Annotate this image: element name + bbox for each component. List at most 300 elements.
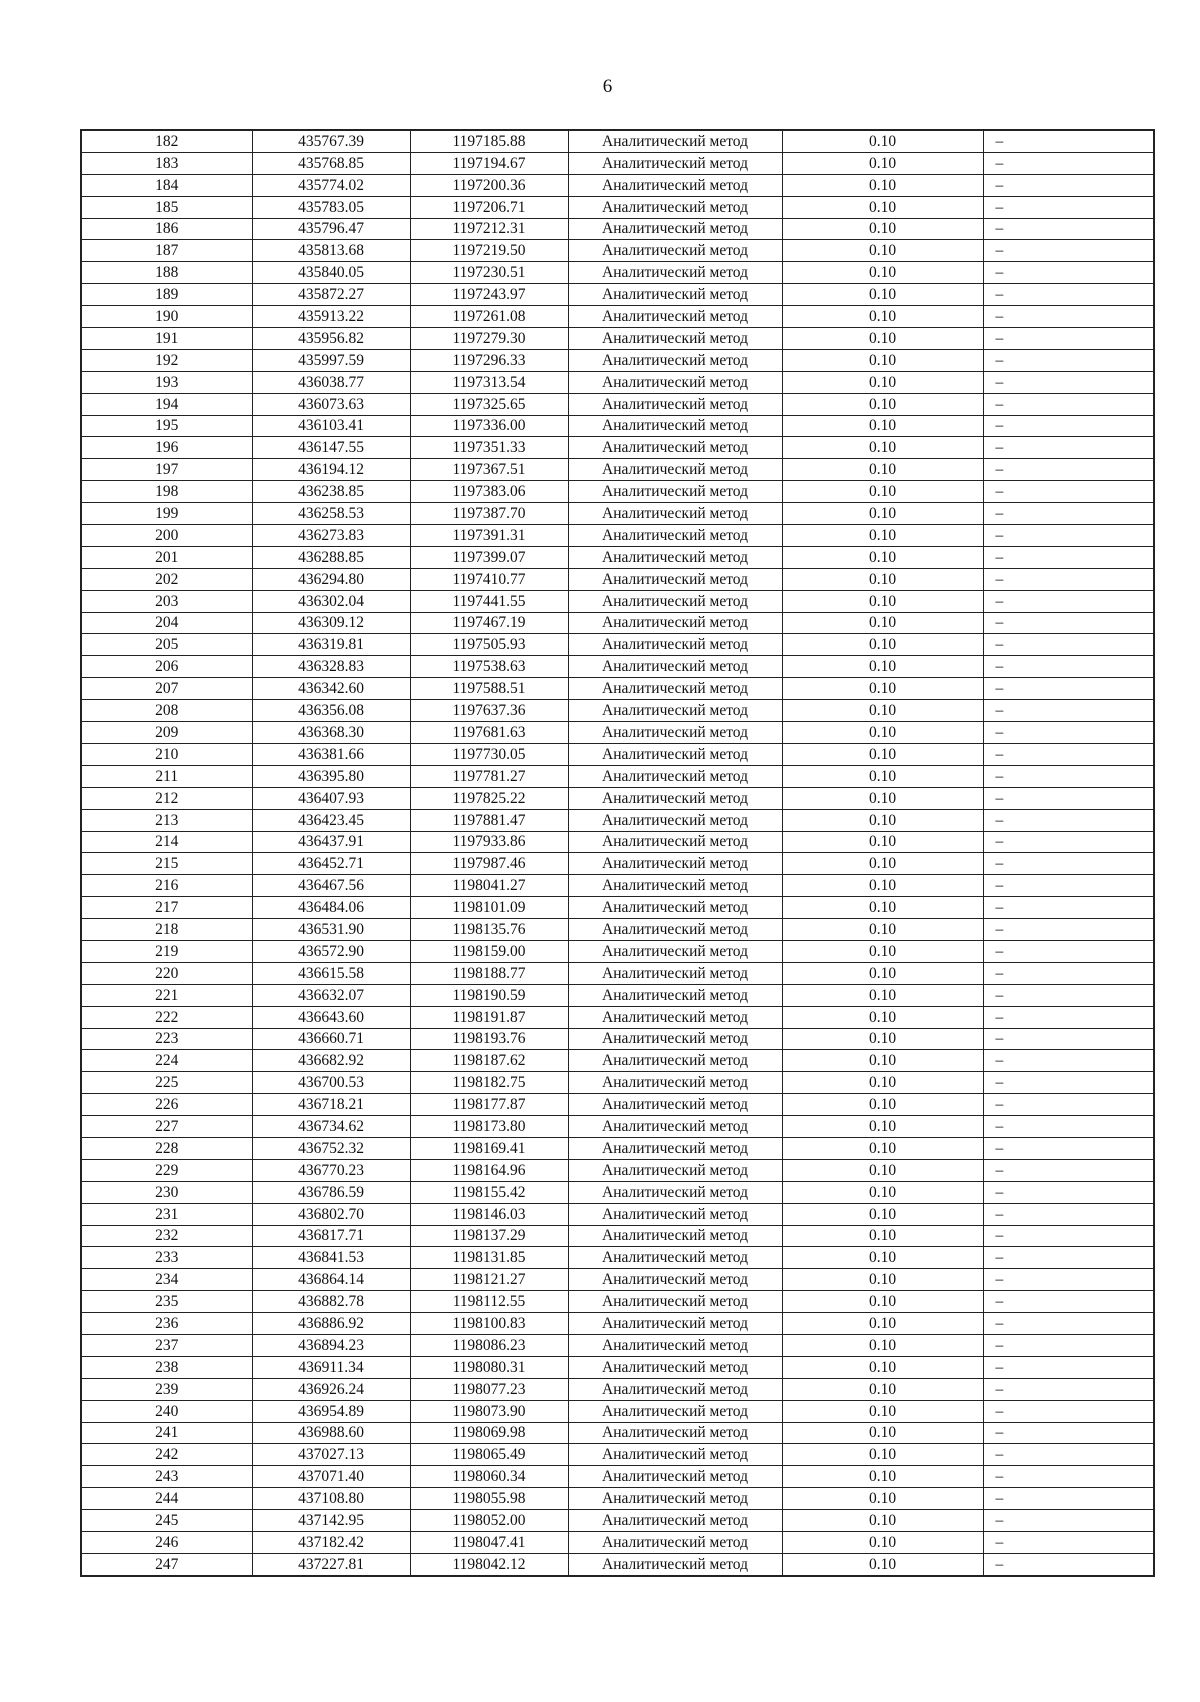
y-coordinate-cell: 1197279.30 (410, 328, 568, 350)
accuracy-cell: 0.10 (782, 481, 983, 503)
point-number-cell: 226 (81, 1094, 252, 1116)
table-row (81, 962, 1154, 984)
point-number-cell: 232 (81, 1225, 252, 1247)
point-number-cell: 209 (81, 722, 252, 744)
method-cell: Аналитический метод (568, 503, 782, 525)
method-cell: Аналитический метод (568, 1269, 782, 1291)
table-row (81, 328, 1154, 350)
accuracy-cell: 0.10 (782, 1400, 983, 1422)
note-cell: – (983, 1203, 1154, 1225)
y-coordinate-cell: 1198060.34 (410, 1466, 568, 1488)
table-row (81, 656, 1154, 678)
point-number-cell: 233 (81, 1247, 252, 1269)
y-coordinate-cell: 1198055.98 (410, 1488, 568, 1510)
y-coordinate-cell: 1197637.36 (410, 700, 568, 722)
x-coordinate-cell: 436786.59 (252, 1181, 410, 1203)
point-number-cell: 214 (81, 831, 252, 853)
y-coordinate-cell: 1197194.67 (410, 152, 568, 174)
point-number-cell: 201 (81, 546, 252, 568)
note-cell: – (983, 306, 1154, 328)
table-row (81, 306, 1154, 328)
accuracy-cell: 0.10 (782, 1291, 983, 1313)
note-cell: – (983, 831, 1154, 853)
point-number-cell: 237 (81, 1334, 252, 1356)
y-coordinate-cell: 1197336.00 (410, 415, 568, 437)
table-row (81, 1422, 1154, 1444)
x-coordinate-cell: 436368.30 (252, 722, 410, 744)
table-row (81, 525, 1154, 547)
point-number-cell: 199 (81, 503, 252, 525)
method-cell: Аналитический метод (568, 612, 782, 634)
note-cell: – (983, 1400, 1154, 1422)
accuracy-cell: 0.10 (782, 1444, 983, 1466)
x-coordinate-cell: 437227.81 (252, 1553, 410, 1575)
x-coordinate-cell: 437142.95 (252, 1510, 410, 1532)
note-cell: – (983, 875, 1154, 897)
accuracy-cell: 0.10 (782, 787, 983, 809)
note-cell: – (983, 809, 1154, 831)
note-cell: – (983, 130, 1154, 152)
x-coordinate-cell: 436700.53 (252, 1072, 410, 1094)
method-cell: Аналитический метод (568, 1291, 782, 1313)
note-cell: – (983, 787, 1154, 809)
note-cell: – (983, 1225, 1154, 1247)
y-coordinate-cell: 1197410.77 (410, 568, 568, 590)
table-row (81, 1203, 1154, 1225)
x-coordinate-cell: 436238.85 (252, 481, 410, 503)
accuracy-cell: 0.10 (782, 1532, 983, 1554)
x-coordinate-cell: 436615.58 (252, 962, 410, 984)
point-number-cell: 196 (81, 437, 252, 459)
y-coordinate-cell: 1198188.77 (410, 962, 568, 984)
accuracy-cell: 0.10 (782, 809, 983, 831)
note-cell: – (983, 262, 1154, 284)
table-row (81, 831, 1154, 853)
point-number-cell: 183 (81, 152, 252, 174)
note-cell: – (983, 459, 1154, 481)
note-cell: – (983, 1291, 1154, 1313)
x-coordinate-cell: 436103.41 (252, 415, 410, 437)
table-row (81, 174, 1154, 196)
method-cell: Аналитический метод (568, 919, 782, 941)
table-row (81, 809, 1154, 831)
note-cell: – (983, 1313, 1154, 1335)
note-cell: – (983, 1488, 1154, 1510)
point-number-cell: 219 (81, 940, 252, 962)
accuracy-cell: 0.10 (782, 722, 983, 744)
table-row (81, 1247, 1154, 1269)
coordinates-table-body (81, 130, 1154, 1576)
note-cell: – (983, 1422, 1154, 1444)
y-coordinate-cell: 1197881.47 (410, 809, 568, 831)
method-cell: Аналитический метод (568, 1553, 782, 1575)
note-cell: – (983, 612, 1154, 634)
method-cell: Аналитический метод (568, 1094, 782, 1116)
y-coordinate-cell: 1197261.08 (410, 306, 568, 328)
accuracy-cell: 0.10 (782, 546, 983, 568)
note-cell: – (983, 503, 1154, 525)
point-number-cell: 240 (81, 1400, 252, 1422)
note-cell: – (983, 1116, 1154, 1138)
method-cell: Аналитический метод (568, 1006, 782, 1028)
accuracy-cell: 0.10 (782, 612, 983, 634)
method-cell: Аналитический метод (568, 940, 782, 962)
y-coordinate-cell: 1197351.33 (410, 437, 568, 459)
table-row (81, 1094, 1154, 1116)
note-cell: – (983, 1137, 1154, 1159)
note-cell: – (983, 196, 1154, 218)
method-cell: Аналитический метод (568, 656, 782, 678)
y-coordinate-cell: 1198155.42 (410, 1181, 568, 1203)
x-coordinate-cell: 436660.71 (252, 1028, 410, 1050)
y-coordinate-cell: 1197681.63 (410, 722, 568, 744)
x-coordinate-cell: 435813.68 (252, 240, 410, 262)
x-coordinate-cell: 436882.78 (252, 1291, 410, 1313)
y-coordinate-cell: 1197212.31 (410, 218, 568, 240)
x-coordinate-cell: 436841.53 (252, 1247, 410, 1269)
table-row (81, 1400, 1154, 1422)
note-cell: – (983, 218, 1154, 240)
y-coordinate-cell: 1198121.27 (410, 1269, 568, 1291)
x-coordinate-cell: 437108.80 (252, 1488, 410, 1510)
accuracy-cell: 0.10 (782, 1356, 983, 1378)
x-coordinate-cell: 436381.66 (252, 743, 410, 765)
method-cell: Аналитический метод (568, 1488, 782, 1510)
point-number-cell: 225 (81, 1072, 252, 1094)
table-row (81, 130, 1154, 152)
accuracy-cell: 0.10 (782, 1313, 983, 1335)
x-coordinate-cell: 435783.05 (252, 196, 410, 218)
point-number-cell: 230 (81, 1181, 252, 1203)
accuracy-cell: 0.10 (782, 1159, 983, 1181)
method-cell: Аналитический метод (568, 1378, 782, 1400)
table-row (81, 240, 1154, 262)
x-coordinate-cell: 436407.93 (252, 787, 410, 809)
x-coordinate-cell: 436258.53 (252, 503, 410, 525)
y-coordinate-cell: 1197538.63 (410, 656, 568, 678)
y-coordinate-cell: 1198169.41 (410, 1137, 568, 1159)
y-coordinate-cell: 1198190.59 (410, 984, 568, 1006)
table-row (81, 481, 1154, 503)
accuracy-cell: 0.10 (782, 393, 983, 415)
point-number-cell: 192 (81, 349, 252, 371)
y-coordinate-cell: 1198146.03 (410, 1203, 568, 1225)
y-coordinate-cell: 1197441.55 (410, 590, 568, 612)
note-cell: – (983, 1444, 1154, 1466)
note-cell: – (983, 481, 1154, 503)
method-cell: Аналитический метод (568, 1356, 782, 1378)
method-cell: Аналитический метод (568, 1400, 782, 1422)
x-coordinate-cell: 436319.81 (252, 634, 410, 656)
method-cell: Аналитический метод (568, 306, 782, 328)
x-coordinate-cell: 435956.82 (252, 328, 410, 350)
method-cell: Аналитический метод (568, 787, 782, 809)
page-number: 6 (602, 76, 613, 97)
method-cell: Аналитический метод (568, 1203, 782, 1225)
note-cell: – (983, 1378, 1154, 1400)
accuracy-cell: 0.10 (782, 415, 983, 437)
accuracy-cell: 0.10 (782, 349, 983, 371)
method-cell: Аналитический метод (568, 1137, 782, 1159)
point-number-cell: 238 (81, 1356, 252, 1378)
x-coordinate-cell: 435872.27 (252, 284, 410, 306)
y-coordinate-cell: 1198052.00 (410, 1510, 568, 1532)
table-row (81, 1291, 1154, 1313)
note-cell: – (983, 1269, 1154, 1291)
table-row (81, 1159, 1154, 1181)
table-row (81, 875, 1154, 897)
y-coordinate-cell: 1198177.87 (410, 1094, 568, 1116)
method-cell: Аналитический метод (568, 174, 782, 196)
accuracy-cell: 0.10 (782, 196, 983, 218)
point-number-cell: 222 (81, 1006, 252, 1028)
point-number-cell: 234 (81, 1269, 252, 1291)
note-cell: – (983, 371, 1154, 393)
y-coordinate-cell: 1197987.46 (410, 853, 568, 875)
point-number-cell: 246 (81, 1532, 252, 1554)
point-number-cell: 182 (81, 130, 252, 152)
accuracy-cell: 0.10 (782, 1137, 983, 1159)
point-number-cell: 215 (81, 853, 252, 875)
x-coordinate-cell: 436288.85 (252, 546, 410, 568)
table-row (81, 1378, 1154, 1400)
accuracy-cell: 0.10 (782, 174, 983, 196)
point-number-cell: 220 (81, 962, 252, 984)
note-cell: – (983, 437, 1154, 459)
y-coordinate-cell: 1198193.76 (410, 1028, 568, 1050)
table-row (81, 787, 1154, 809)
accuracy-cell: 0.10 (782, 853, 983, 875)
x-coordinate-cell: 436572.90 (252, 940, 410, 962)
point-number-cell: 223 (81, 1028, 252, 1050)
accuracy-cell: 0.10 (782, 765, 983, 787)
method-cell: Аналитический метод (568, 568, 782, 590)
note-cell: – (983, 393, 1154, 415)
method-cell: Аналитический метод (568, 1072, 782, 1094)
accuracy-cell: 0.10 (782, 306, 983, 328)
method-cell: Аналитический метод (568, 459, 782, 481)
x-coordinate-cell: 436302.04 (252, 590, 410, 612)
y-coordinate-cell: 1197399.07 (410, 546, 568, 568)
y-coordinate-cell: 1197296.33 (410, 349, 568, 371)
note-cell: – (983, 1006, 1154, 1028)
x-coordinate-cell: 436342.60 (252, 678, 410, 700)
note-cell: – (983, 590, 1154, 612)
table-row (81, 722, 1154, 744)
table-row (81, 1356, 1154, 1378)
x-coordinate-cell: 436988.60 (252, 1422, 410, 1444)
table-row (81, 459, 1154, 481)
table-row (81, 1553, 1154, 1575)
point-number-cell: 243 (81, 1466, 252, 1488)
note-cell: – (983, 897, 1154, 919)
accuracy-cell: 0.10 (782, 1488, 983, 1510)
method-cell: Аналитический метод (568, 546, 782, 568)
point-number-cell: 189 (81, 284, 252, 306)
accuracy-cell: 0.10 (782, 1269, 983, 1291)
point-number-cell: 244 (81, 1488, 252, 1510)
table-row (81, 1050, 1154, 1072)
table-row (81, 590, 1154, 612)
y-coordinate-cell: 1197185.88 (410, 130, 568, 152)
y-coordinate-cell: 1197219.50 (410, 240, 568, 262)
method-cell: Аналитический метод (568, 1116, 782, 1138)
accuracy-cell: 0.10 (782, 634, 983, 656)
accuracy-cell: 0.10 (782, 678, 983, 700)
table-row (81, 1532, 1154, 1554)
table-row (81, 1269, 1154, 1291)
x-coordinate-cell: 436452.71 (252, 853, 410, 875)
y-coordinate-cell: 1198100.83 (410, 1313, 568, 1335)
x-coordinate-cell: 435840.05 (252, 262, 410, 284)
y-coordinate-cell: 1197781.27 (410, 765, 568, 787)
table-row (81, 919, 1154, 941)
x-coordinate-cell: 436395.80 (252, 765, 410, 787)
point-number-cell: 247 (81, 1553, 252, 1575)
note-cell: – (983, 1466, 1154, 1488)
method-cell: Аналитический метод (568, 1159, 782, 1181)
point-number-cell: 210 (81, 743, 252, 765)
table-row (81, 371, 1154, 393)
y-coordinate-cell: 1197313.54 (410, 371, 568, 393)
point-number-cell: 236 (81, 1313, 252, 1335)
table-row (81, 196, 1154, 218)
x-coordinate-cell: 436886.92 (252, 1313, 410, 1335)
accuracy-cell: 0.10 (782, 1028, 983, 1050)
y-coordinate-cell: 1197730.05 (410, 743, 568, 765)
note-cell: – (983, 152, 1154, 174)
point-number-cell: 229 (81, 1159, 252, 1181)
note-cell: – (983, 678, 1154, 700)
y-coordinate-cell: 1197200.36 (410, 174, 568, 196)
method-cell: Аналитический метод (568, 1313, 782, 1335)
method-cell: Аналитический метод (568, 700, 782, 722)
accuracy-cell: 0.10 (782, 919, 983, 941)
note-cell: – (983, 349, 1154, 371)
method-cell: Аналитический метод (568, 897, 782, 919)
point-number-cell: 195 (81, 415, 252, 437)
y-coordinate-cell: 1197367.51 (410, 459, 568, 481)
y-coordinate-cell: 1198135.76 (410, 919, 568, 941)
accuracy-cell: 0.10 (782, 1181, 983, 1203)
table-row (81, 152, 1154, 174)
note-cell: – (983, 1028, 1154, 1050)
point-number-cell: 242 (81, 1444, 252, 1466)
accuracy-cell: 0.10 (782, 831, 983, 853)
method-cell: Аналитический метод (568, 1422, 782, 1444)
point-number-cell: 228 (81, 1137, 252, 1159)
y-coordinate-cell: 1197391.31 (410, 525, 568, 547)
point-number-cell: 198 (81, 481, 252, 503)
accuracy-cell: 0.10 (782, 743, 983, 765)
x-coordinate-cell: 436926.24 (252, 1378, 410, 1400)
y-coordinate-cell: 1197505.93 (410, 634, 568, 656)
accuracy-cell: 0.10 (782, 1203, 983, 1225)
accuracy-cell: 0.10 (782, 962, 983, 984)
method-cell: Аналитический метод (568, 196, 782, 218)
accuracy-cell: 0.10 (782, 240, 983, 262)
accuracy-cell: 0.10 (782, 1006, 983, 1028)
point-number-cell: 241 (81, 1422, 252, 1444)
accuracy-cell: 0.10 (782, 262, 983, 284)
note-cell: – (983, 962, 1154, 984)
x-coordinate-cell: 436752.32 (252, 1137, 410, 1159)
point-number-cell: 221 (81, 984, 252, 1006)
accuracy-cell: 0.10 (782, 1225, 983, 1247)
x-coordinate-cell: 436356.08 (252, 700, 410, 722)
method-cell: Аналитический метод (568, 831, 782, 853)
note-cell: – (983, 415, 1154, 437)
method-cell: Аналитический метод (568, 349, 782, 371)
method-cell: Аналитический метод (568, 1181, 782, 1203)
point-number-cell: 216 (81, 875, 252, 897)
accuracy-cell: 0.10 (782, 328, 983, 350)
x-coordinate-cell: 436734.62 (252, 1116, 410, 1138)
x-coordinate-cell: 435768.85 (252, 152, 410, 174)
y-coordinate-cell: 1198112.55 (410, 1291, 568, 1313)
x-coordinate-cell: 436147.55 (252, 437, 410, 459)
x-coordinate-cell: 435767.39 (252, 130, 410, 152)
table-row (81, 1444, 1154, 1466)
method-cell: Аналитический метод (568, 437, 782, 459)
point-number-cell: 211 (81, 765, 252, 787)
method-cell: Аналитический метод (568, 393, 782, 415)
table-row (81, 1137, 1154, 1159)
table-row (81, 1313, 1154, 1335)
accuracy-cell: 0.10 (782, 875, 983, 897)
note-cell: – (983, 546, 1154, 568)
table-row (81, 897, 1154, 919)
accuracy-cell: 0.10 (782, 503, 983, 525)
accuracy-cell: 0.10 (782, 1094, 983, 1116)
note-cell: – (983, 919, 1154, 941)
method-cell: Аналитический метод (568, 743, 782, 765)
x-coordinate-cell: 435913.22 (252, 306, 410, 328)
point-number-cell: 205 (81, 634, 252, 656)
x-coordinate-cell: 436894.23 (252, 1334, 410, 1356)
accuracy-cell: 0.10 (782, 590, 983, 612)
note-cell: – (983, 1532, 1154, 1554)
table-row (81, 393, 1154, 415)
accuracy-cell: 0.10 (782, 1378, 983, 1400)
accuracy-cell: 0.10 (782, 568, 983, 590)
table-row (81, 765, 1154, 787)
table-row (81, 437, 1154, 459)
x-coordinate-cell: 436531.90 (252, 919, 410, 941)
note-cell: – (983, 984, 1154, 1006)
accuracy-cell: 0.10 (782, 218, 983, 240)
table-row (81, 1006, 1154, 1028)
note-cell: – (983, 174, 1154, 196)
accuracy-cell: 0.10 (782, 940, 983, 962)
point-number-cell: 227 (81, 1116, 252, 1138)
x-coordinate-cell: 436632.07 (252, 984, 410, 1006)
method-cell: Аналитический метод (568, 875, 782, 897)
note-cell: – (983, 525, 1154, 547)
note-cell: – (983, 568, 1154, 590)
x-coordinate-cell: 436194.12 (252, 459, 410, 481)
table-row (81, 940, 1154, 962)
x-coordinate-cell: 436273.83 (252, 525, 410, 547)
point-number-cell: 224 (81, 1050, 252, 1072)
accuracy-cell: 0.10 (782, 897, 983, 919)
table-row (81, 568, 1154, 590)
accuracy-cell: 0.10 (782, 371, 983, 393)
x-coordinate-cell: 435997.59 (252, 349, 410, 371)
note-cell: – (983, 1072, 1154, 1094)
x-coordinate-cell: 436467.56 (252, 875, 410, 897)
point-number-cell: 207 (81, 678, 252, 700)
